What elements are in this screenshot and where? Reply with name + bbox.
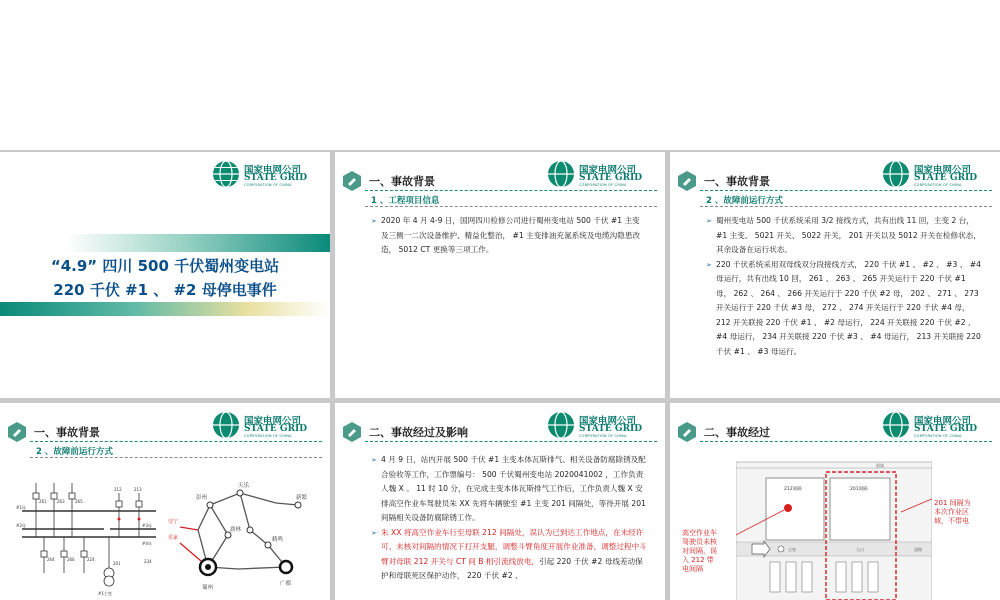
bullet-item: ➢ 220 千伏系统采用双母线双分段接线方式， 220 千伏 #1 、 #2 、 #3 、 #4 母运行，共有出线 10 回， 261 、 263 、 265 开关运行于 220 千伏 #1 母， 262 、 264 、 266 开关运行于 220 千伏 #2 母， 202 、 271 、 273 开关运行于 220 千伏 #3 母， 272 、 274 开关运行于 220 千伏 #4 母， 212 开关联接 220 千伏 #1 、 #2 母运行， 224 开关联接 220 千伏 #2 、 #4 母运行， 234 开关联接 220 千伏 #3 、 #4 母运行， 213 开关联接 220 千伏 #1 、 #3 母运行。: [706, 258, 982, 360]
bus-label: #1母: [16, 505, 26, 510]
map-label: 彭州: [196, 495, 208, 501]
logo-cn-text: 国家电网公司: [579, 416, 637, 427]
state-grid-logo: [547, 160, 657, 190]
bullet-item: ➢ 蜀州变电站 500 千伏系统采用 3/2 接线方式，共有出线 11 回，主变 2 台， #1 主变、 5021 开关、 5022 开关， 201 开关以及 5012 开关在检修状态，其余设备在运行状态。: [706, 214, 982, 258]
map-label: 旗林: [230, 527, 242, 533]
section-title: 二、事故经过及影响: [369, 426, 468, 439]
logo-sub-text: CORPORATION OF CHINA: [914, 183, 962, 187]
divider: [365, 206, 657, 207]
site-plan-diagram: [736, 458, 932, 600]
bay-label: 201: [113, 561, 121, 566]
plan-label: 围墙: [876, 463, 884, 468]
logo-cn-text: 国家电网公司: [244, 416, 302, 427]
divider: [30, 441, 322, 442]
subsection-title: 2 、故障前运行方式: [36, 447, 113, 457]
annotation-vehicle: 高空作业车 驾驶员未核 对间隔，误 入 212 带 电间隔: [682, 529, 717, 573]
transformer-label: #1主变: [98, 591, 112, 596]
map-label: 乐家: [168, 535, 179, 541]
bullet-item: [371, 526, 647, 584]
section-title: 一、事故背景: [369, 175, 435, 188]
annotation-work-area: 201 间隔为 本次作业区 域，不带电: [934, 499, 971, 525]
bay-label: 263: [57, 499, 65, 504]
section-title: 一、事故背景: [704, 175, 770, 188]
bullet-list: [371, 214, 647, 258]
plan-label: 入口: [856, 547, 864, 552]
globe-icon: [882, 160, 910, 188]
bay-label: 265: [75, 499, 83, 504]
bay-label: 234: [144, 559, 152, 564]
logo-en-text: STATE GRID: [579, 173, 643, 183]
divider: [700, 441, 992, 442]
logo-en-text: STATE GRID: [579, 424, 643, 434]
bullet-item: ➢ 4 月 9 日，站内开展 500 千伏 #1 主变本体瓦斯排气、相关设备防腐除锈及配合验收等工作，工作票编号： 500 千伏蜀州变电站 2020041002 ，工作负责人魏 X 。 11 时 10 分，在完成主变本体瓦斯排气工作后，工作负责人魏 X 安排高空作业车驾驶员朱 XX 先将车辆驶至 #1 主变 201 间隔处，等待开展 201 间隔相关设备防腐除锈工作。: [371, 453, 647, 526]
highlight-text: 朱 XX 将高空作业车行至母联 212 间隔处，误认为已到达工作地点，在未经许可、未核对间隔的情况下打开支腿，调整斗臂角度开展作业准备，调整过程中斗臂对母联 212 开关与 CT 间 B 相引流线放电，: [381, 527, 647, 566]
section-title: 一、事故背景: [34, 426, 100, 439]
divider: [365, 441, 657, 442]
bay-label: 264: [47, 557, 55, 562]
logo-cn-text: 国家电网公司: [914, 416, 972, 427]
logo-en-text: STATE GRID: [244, 173, 308, 183]
bay-label: 266: [67, 557, 75, 562]
globe-icon: [547, 160, 575, 188]
section-badge-icon: [6, 421, 28, 443]
logo-sub-text: CORPORATION OF CHINA: [579, 434, 627, 438]
slide-project-info[interactable]: [335, 152, 665, 398]
wiring-diagram: [14, 473, 164, 598]
logo-sub-text: CORPORATION OF CHINA: [914, 434, 962, 438]
bullet-list: [371, 453, 647, 584]
slide-cover[interactable]: [0, 152, 330, 398]
divider: [365, 190, 657, 191]
plan-label: 212间隔: [784, 487, 802, 492]
section-badge-icon: [676, 421, 698, 443]
state-grid-logo: [212, 160, 322, 190]
globe-icon: [547, 411, 575, 439]
cover-title-line1: “4.9” 四川 500 千伏蜀州变电站: [50, 257, 280, 275]
cover-band-bottom: [0, 302, 330, 316]
bay-label: 224: [87, 557, 95, 562]
subsection-title: 1 、工程项目信息: [371, 196, 440, 206]
plan-label: 主变: [788, 547, 796, 552]
section-title: 二、事故经过: [704, 426, 770, 439]
bay-label: 213: [134, 487, 142, 492]
logo-cn-text: 国家电网公司: [914, 165, 972, 176]
subsection-title: 2 、故障前运行方式: [706, 196, 783, 206]
state-grid-logo: [547, 411, 657, 441]
map-label: 崇宁: [168, 519, 179, 525]
globe-icon: [212, 160, 240, 188]
section-badge-icon: [341, 421, 363, 443]
logo-sub-text: CORPORATION OF CHINA: [244, 434, 292, 438]
map-label: 新繁: [296, 495, 308, 501]
cover-title-line2: 220 千伏 #1 、 #2 母停电事件: [53, 281, 277, 299]
slide-wiring-diagram[interactable]: [0, 403, 330, 600]
bullet-text: 引起 220 千伏 #2 母线差动保护和母联死区保护动作， 220 千伏 #2 、: [381, 556, 643, 580]
map-label: 蜀州: [202, 585, 214, 591]
slide-incident-process[interactable]: [335, 403, 665, 600]
state-grid-logo: [882, 411, 992, 441]
cover-band-top: [0, 234, 330, 252]
globe-icon: [212, 411, 240, 439]
logo-en-text: STATE GRID: [244, 424, 308, 434]
logo-cn-text: 国家电网公司: [244, 165, 302, 176]
logo-en-text: STATE GRID: [914, 424, 978, 434]
state-grid-logo: [882, 160, 992, 190]
bus-label: #2母: [16, 523, 26, 528]
divider: [700, 206, 992, 207]
globe-icon: [882, 411, 910, 439]
section-badge-icon: [341, 170, 363, 192]
logo-en-text: STATE GRID: [914, 173, 978, 183]
section-badge-icon: [676, 170, 698, 192]
bus-label: #4母: [142, 541, 152, 546]
bus-label: #3母: [142, 523, 152, 528]
divider: [700, 190, 992, 191]
state-grid-logo: [212, 411, 322, 441]
divider: [30, 457, 322, 458]
bullet-list: [706, 214, 982, 359]
bullet-item: ➢ 2020 年 4 月 4-9 日，国网四川检修公司进行蜀州变电站 500 千伏 #1 主变及三侧一二次设备维护、精益化整治， #1 主变排油充氮系统及电缆沟隐患改造， 5012 CT 更换等三项工作。: [371, 214, 647, 258]
network-map: [168, 475, 323, 597]
logo-cn-text: 国家电网公司: [579, 165, 637, 176]
map-label: 天乐: [238, 483, 250, 489]
logo-sub-text: CORPORATION OF CHINA: [579, 183, 627, 187]
bay-label: 212: [114, 487, 122, 492]
plan-label: 201间隔: [850, 487, 868, 492]
slide-grid: [0, 150, 1000, 600]
bay-label: 261: [39, 499, 47, 504]
map-label: 广都: [280, 581, 292, 587]
logo-sub-text: CORPORATION OF CHINA: [244, 183, 292, 187]
plan-label: 道路: [914, 547, 922, 552]
slide-operation-mode[interactable]: [670, 152, 1000, 398]
slide-site-plan[interactable]: [670, 403, 1000, 600]
map-label: 鹤鸣: [272, 537, 284, 543]
vehicle-position-marker: [784, 504, 792, 512]
